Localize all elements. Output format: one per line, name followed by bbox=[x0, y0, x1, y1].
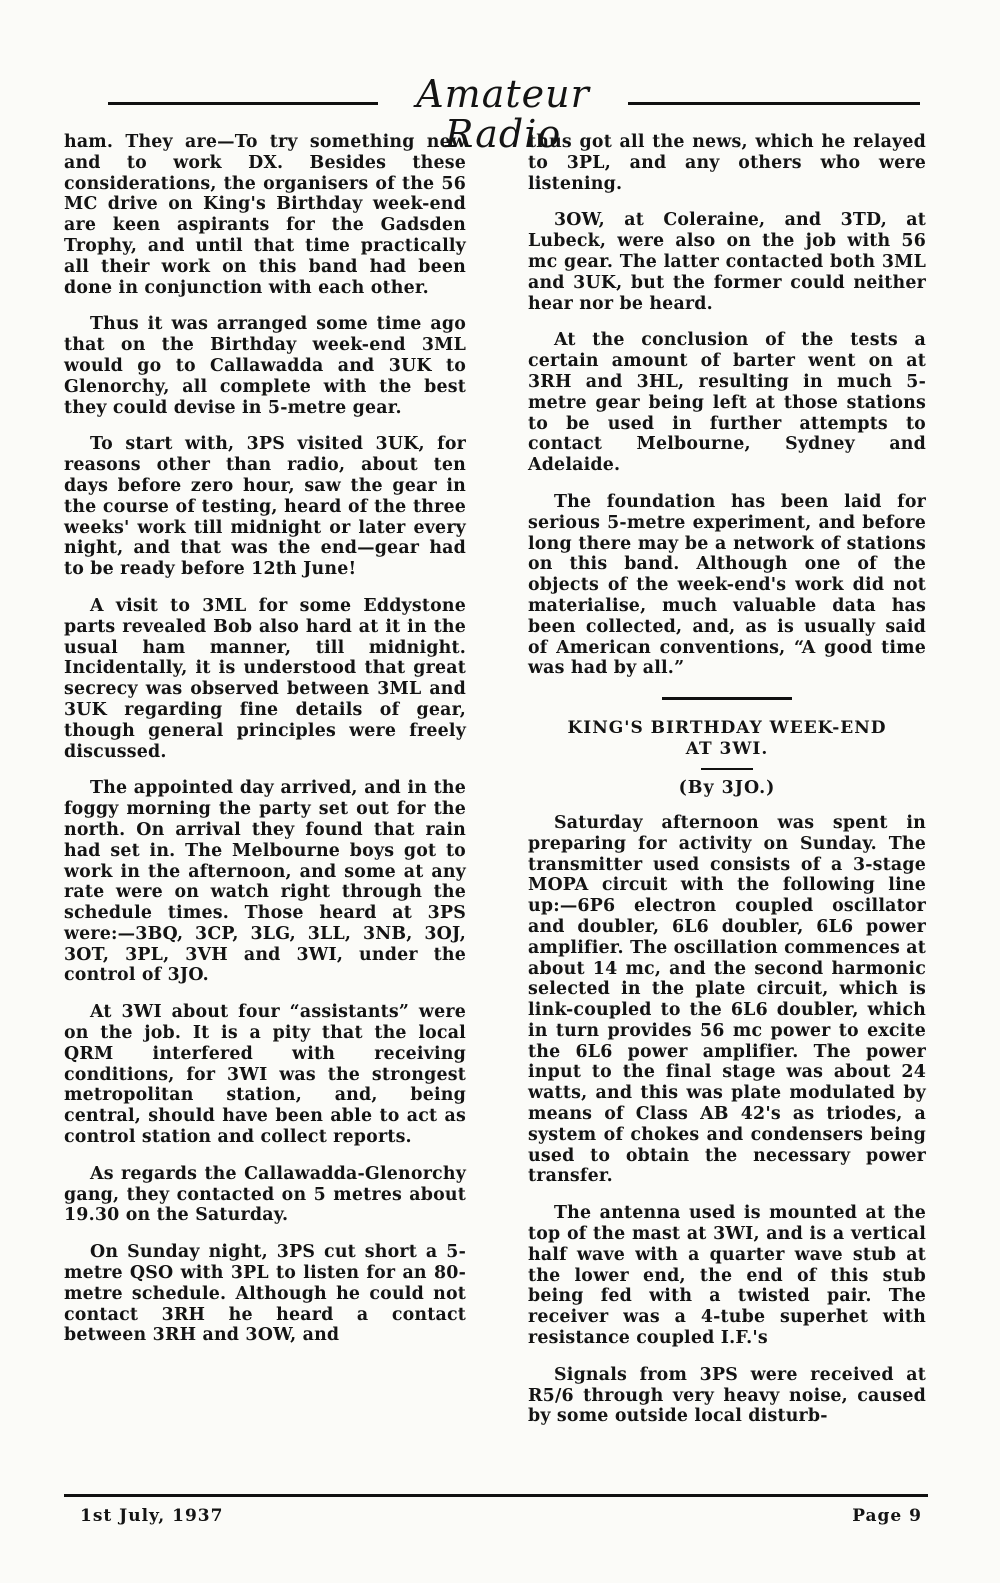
paragraph: 3OW, at Coleraine, and 3TD, at Lubeck, were also on the job with 56 mc gear. The latter contacted both 3ML and 3UK, but the former could neither hear nor be heard. bbox=[528, 210, 926, 314]
paragraph: To start with, 3PS visited 3UK, for reasons other than radio, about ten days before zero hour, saw the gear in the course of testing, heard of the three weeks' work till midnight or later every night, and that was the end—gear had to be ready before 12th June! bbox=[64, 434, 466, 580]
paragraph: As regards the Callawadda-Glenorchy gang, they contacted on 5 metres about 19.30 on the Saturday. bbox=[64, 1163, 466, 1226]
paragraph: The appointed day arrived, and in the foggy morning the party set out for the north. On arrival they found that rain had set in. The Melbourne boys got to work in the afternoon, and some at any rate were on watch right through the schedule times. Those heard at 3PS were:—3BQ, 3CP, 3LG, 3LL, 3NB, 3OJ, 3OT, 3PL, 3VH and 3WI, under the control of 3JO. bbox=[64, 778, 466, 986]
masthead bbox=[108, 72, 920, 156]
byline: (By 3JO.) bbox=[678, 778, 776, 799]
paragraph: Saturday afternoon was spent in preparing for activity on Sunday. The transmitter used consists of a 3-stage MOPA circuit with the following line up:—6P6 electron coupled oscillator and doubler, 6L6 doubler, 6L6 power amplifier. The oscillation commences at about 14 mc, and the second harmonic selected in the plate circuit, which is link-coupled to the 6L6 doubler, which in turn provides 56 mc power to excite the 6L6 power amplifier. The power input to the final stage was about 24 watts, and this was plate modulated by means of Class AB 42's as triodes, a system of chokes and condensers being used to obtain the necessary power transfer. bbox=[528, 812, 926, 1187]
paragraph: thus got all the news, which he relayed to 3PL, and any others who were listening. bbox=[528, 132, 926, 194]
masthead-rule-left bbox=[108, 102, 378, 105]
paragraph: On Sunday night, 3PS cut short a 5-metre QSO with 3PL to listen for an 80-metre schedule. Although he could not contact 3RH he heard a contact between 3RH and 3OW, and bbox=[64, 1242, 466, 1346]
section-divider bbox=[662, 697, 792, 700]
paragraph: ham. They are—To try something new and to work DX. Besides these considerations, the organisers of the 56 MC drive on King's Birthday week-end are keen aspirants for the Gadsden Trophy, and until that time practically all their work on this band had been done in conjunction with each other. bbox=[64, 132, 466, 298]
paragraph: Thus it was arranged some time ago that on the Birthday week-end 3ML would go to Callawadda and 3UK to Glenorchy, all complete with the best they could devise in 5-metre gear. bbox=[64, 314, 466, 418]
paragraph: The antenna used is mounted at the top of the mast at 3WI, and is a vertical half wave with a quarter wave stub at the lower end, the end of this stub being fed with a twisted pair. The receiver was a 4-tube superhet with resistance coupled I.F.'s bbox=[528, 1203, 926, 1349]
paragraph: At the conclusion of the tests a certain amount of barter went on at 3RH and 3HL, resulting in much 5-metre gear being left at those stations to be used in further attempts to contact Melbourne, Sydney and Adelaide. bbox=[528, 330, 926, 476]
right-column bbox=[528, 132, 926, 1443]
masthead-title: Amateur Radio bbox=[416, 72, 590, 156]
paragraph: The foundation has been laid for serious 5-metre experiment, and before long there may be a network of stations on this band. Although one of the objects of the week-end's work did not materialise, much valuable data has been collected, and, as is usually said of American conventions, “A good time was had by all.” bbox=[528, 491, 926, 679]
paragraph: Signals from 3PS were received at R5/6 through very heavy noise, caused by some outside local disturb- bbox=[528, 1364, 926, 1427]
page-number: Page 9 bbox=[852, 1506, 922, 1526]
heading-divider bbox=[701, 768, 753, 770]
footer-date: 1st July, 1937 bbox=[80, 1506, 224, 1526]
paragraph: A visit to 3ML for some Eddystone parts revealed Bob also hard at it in the usual ham manner, till midnight. Incidentally, it is understood that great secrecy was observed between 3ML and 3UK regarding fine details of gear, though general principles were freely discussed. bbox=[64, 595, 466, 762]
footer-rule bbox=[64, 1494, 928, 1497]
article-heading bbox=[528, 718, 926, 760]
heading-line: KING'S BIRTHDAY WEEK-END bbox=[567, 718, 887, 739]
paragraph: At 3WI about four “assistants” were on the job. It is a pity that the local QRM interfered with receiving conditions, for 3WI was the strongest metropolitan station, and, being central, should have been able to act as control station and collect reports. bbox=[64, 1002, 466, 1148]
heading-line: AT 3WI. bbox=[685, 739, 769, 760]
left-column bbox=[64, 132, 466, 1362]
masthead-rule-right bbox=[628, 102, 920, 105]
